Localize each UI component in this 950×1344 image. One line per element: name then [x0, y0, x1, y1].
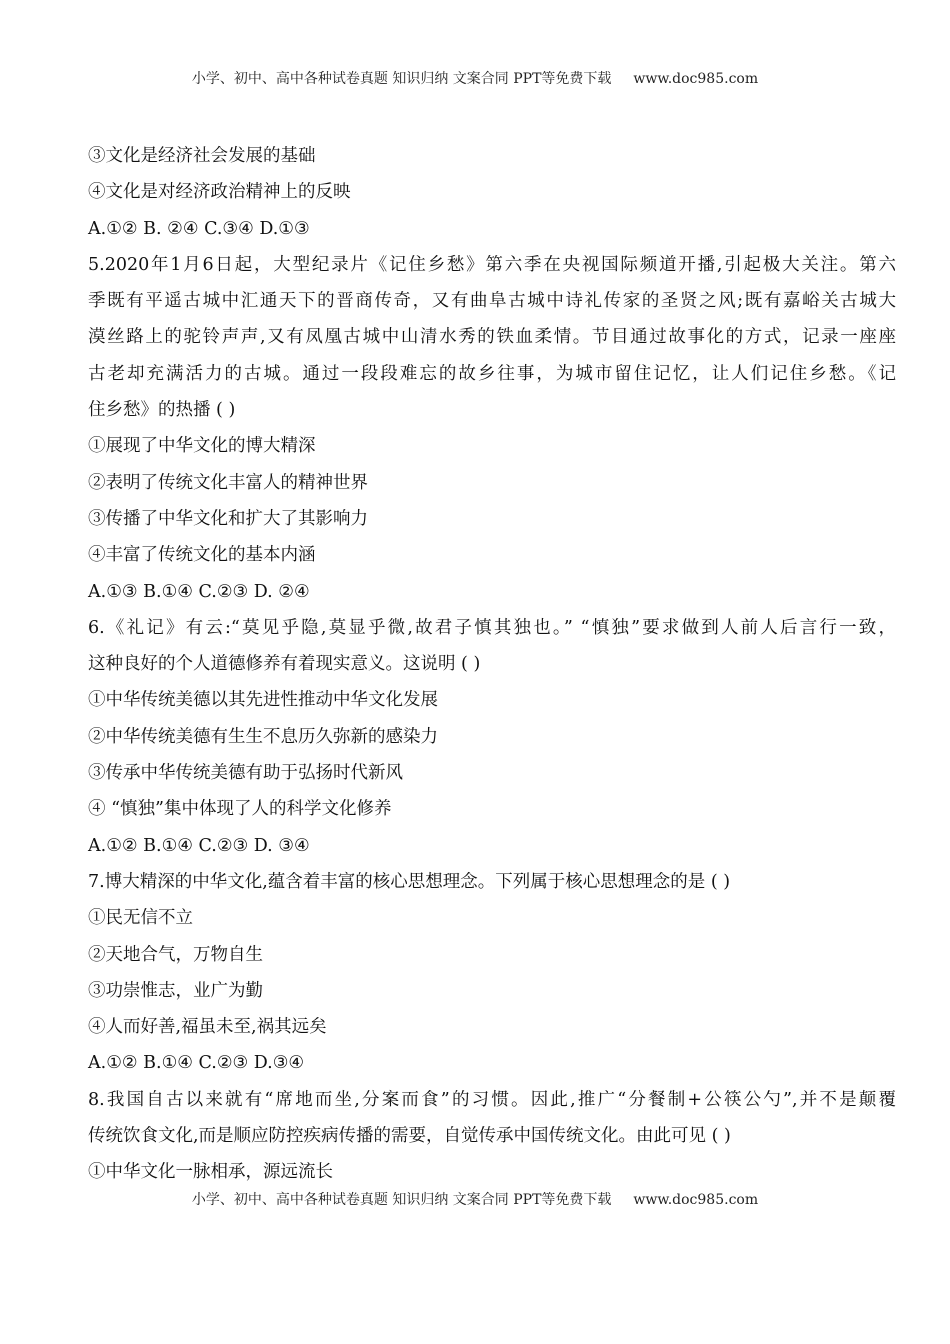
- text-line: ①展现了中华文化的博大精深: [88, 436, 316, 457]
- text-line: 季既有平遥古城中汇通天下的晋商传奇，又有曲阜古城中诗礼传家的圣贤之风;既有嘉峪关古城大: [88, 291, 896, 312]
- text-line: ④ “慎独”集中体现了人的科学文化修养: [88, 799, 392, 820]
- text-line: 7.博大精深的中华文化,蕴含着丰富的核心思想理念。下列属于核心思想理念的是 ( ): [88, 871, 731, 892]
- text-line: ④文化是对经济政治精神上的反映: [88, 182, 351, 203]
- header-text: 小学、初中、高中各种试卷真题 知识归纳 文案合同 PPT等免费下载: [191, 71, 612, 87]
- document-body: [88, 138, 896, 1191]
- text-line: ①民无信不立: [88, 908, 193, 929]
- text-line: 传统饮食文化,而是顺应防控疾病传播的需要，自觉传承中国传统文化。由此可见 ( ): [88, 1126, 731, 1147]
- page-footer: [0, 1190, 950, 1210]
- text-line: ③传承中华传统美德有助于弘扬时代新风: [88, 763, 403, 784]
- text-line: 这种良好的个人道德修养有着现实意义。这说明 ( ): [88, 654, 481, 675]
- footer-text: 小学、初中、高中各种试卷真题 知识归纳 文案合同 PPT等免费下载: [191, 1192, 612, 1208]
- page-header: [0, 69, 950, 89]
- text-line: ①中华文化一脉相承，源远流长: [88, 1162, 333, 1183]
- text-line: 8.我国自古以来就有“席地而坐,分案而食”的习惯。因此,推广“分餐制+公筷公勺”,并不是颠覆: [88, 1089, 896, 1110]
- text-line: ②表明了传统文化丰富人的精神世界: [88, 472, 368, 493]
- text-line: A.①③ B.①④ C.②③ D. ②④: [88, 581, 310, 602]
- text-line: ③传播了中华文化和扩大了其影响力: [88, 508, 368, 529]
- text-line: ①中华传统美德以其先进性推动中华文化发展: [88, 690, 438, 711]
- text-line: ③功崇惟志，业广为勤: [88, 980, 263, 1001]
- header-url[interactable]: www.doc985.com: [633, 71, 759, 87]
- text-line: ②中华传统美德有生生不息历久弥新的感染力: [88, 726, 438, 747]
- text-line: ③文化是经济社会发展的基础: [88, 146, 316, 166]
- text-line: 漠丝路上的驼铃声声,又有凤凰古城中山清水秀的铁血柔情。节目通过故事化的方式，记录一座座: [88, 327, 896, 348]
- text-line: 古老却充满活力的古城。通过一段段难忘的故乡往事，为城市留住记忆，让人们记住乡愁。《记: [88, 363, 896, 384]
- text-line: ④人而好善,福虽未至,祸其远矣: [88, 1017, 327, 1038]
- text-line: A.①② B. ②④ C.③④ D.①③: [88, 218, 310, 239]
- text-line: ④丰富了传统文化的基本内涵: [88, 545, 316, 566]
- text-line: 6.《礼记》有云:“莫见乎隐,莫显乎微,故君子慎其独也。” “慎独”要求做到人前人后言行一致，: [88, 617, 896, 638]
- text-line: 住乡愁》的热播 ( ): [88, 400, 236, 421]
- footer-url[interactable]: www.doc985.com: [633, 1192, 759, 1208]
- text-line: A.①② B.①④ C.②③ D.③④: [88, 1053, 305, 1074]
- text-line: ②天地合气，万物自生: [88, 944, 263, 965]
- text-line: 5.2020年1月6日起，大型纪录片《记住乡愁》第六季在央视国际频道开播,引起极大关注。第六: [88, 254, 896, 275]
- text-line: A.①② B.①④ C.②③ D. ③④: [88, 835, 310, 856]
